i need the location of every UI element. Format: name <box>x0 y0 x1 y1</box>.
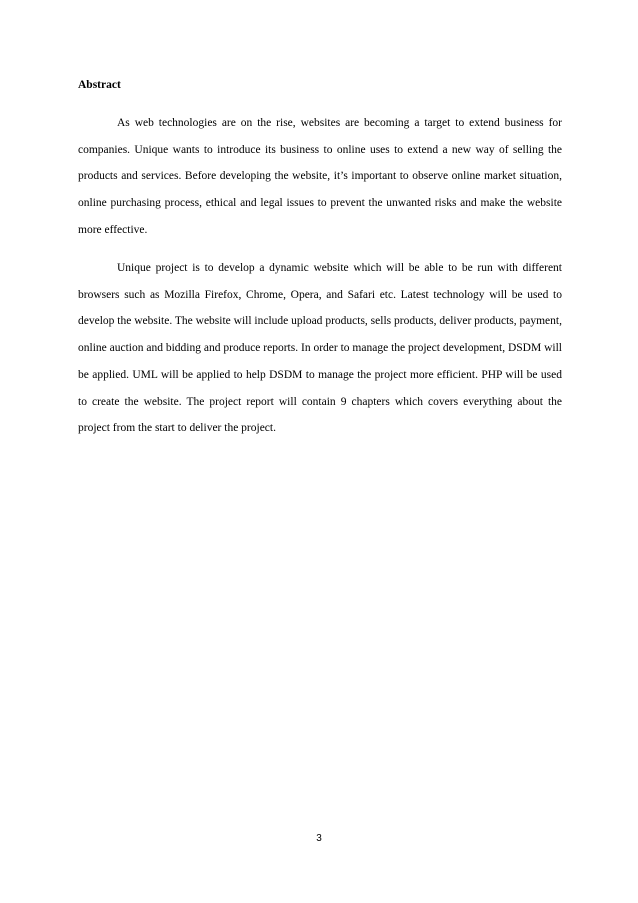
abstract-paragraph-2: Unique project is to develop a dynamic website which will be able to be run with different browsers such as Mozilla Firefox, Chrome, Opera, and Safari etc. Latest technology will be used to develop the website. The website will include upload products, sells products, deliver products, payment, online auction and bidding and produce reports. In order to manage the project development, DSDM will be applied. UML will be applied to help DSDM to manage the project more efficient. PHP will be used to create the website. The project report will contain 9 chapters which covers everything about the project from the start to deliver the project. <box>78 262 562 435</box>
page-number: 3 <box>316 833 322 844</box>
abstract-paragraph-1: As web technologies are on the rise, websites are becoming a target to extend business for companies. Unique wants to introduce its business to online uses to extend a new way of selling the products and services. Before developing the website, it’s important to observe online market situation, online purchasing process, ethical and legal issues to prevent the unwanted risks and make the website more effective. <box>78 117 562 236</box>
section-heading: Abstract <box>78 79 121 91</box>
